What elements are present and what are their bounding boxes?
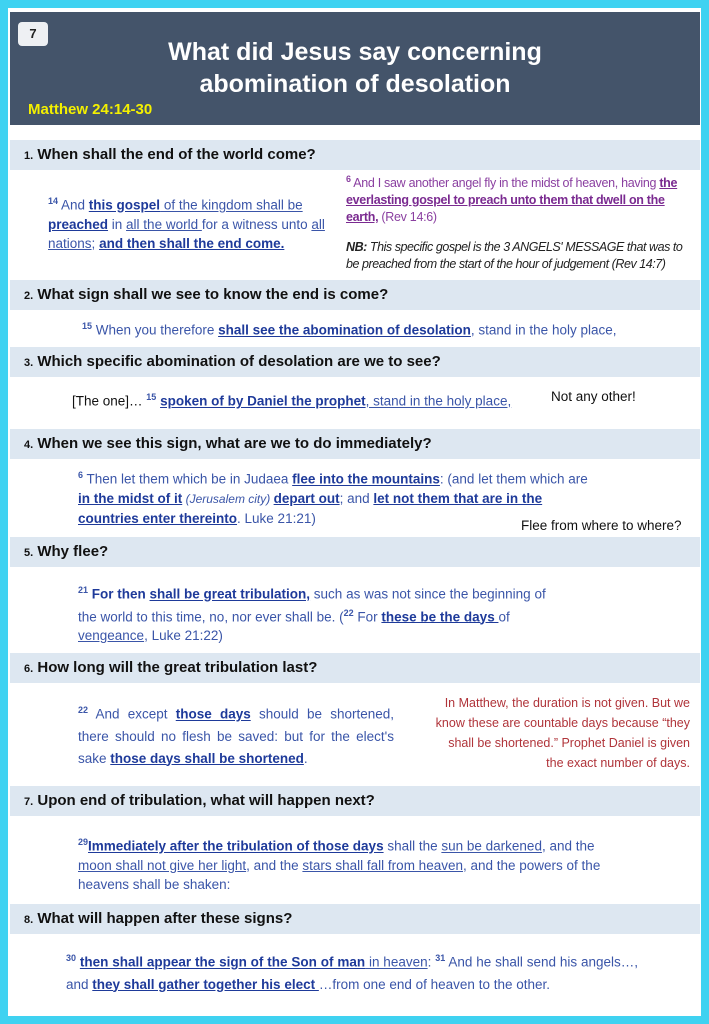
question-text: When shall the end of the world come? — [33, 146, 316, 163]
passage-segment: in the midst of it — [78, 490, 183, 506]
passage-segment: let not them that are in the countries enter thereinto — [78, 490, 543, 526]
passage-segment: those days — [175, 706, 251, 722]
question-4 — [10, 429, 700, 459]
passage-segment: all nations — [48, 216, 325, 251]
verse-number: 15 — [82, 321, 93, 331]
passage-segment: And I saw another angel fly in the midst of heaven, having — [350, 176, 660, 191]
scripture-reference: Matthew 24:14-30 — [28, 101, 153, 118]
passage-8 — [66, 947, 638, 996]
verse-number: 14 — [48, 196, 59, 206]
passage-segment: , stand in the holy place, — [470, 322, 617, 338]
passage-segment: this gospel — [88, 197, 161, 213]
passage-segment: of — [498, 609, 510, 624]
passage-segment: for a witness unto — [201, 216, 312, 232]
question-text: Upon end of tribulation, what will happen next? — [33, 792, 375, 809]
question-5 — [10, 537, 700, 567]
title-line-1: What did Jesus say concerning — [168, 38, 542, 66]
passage-segment: . — [303, 750, 308, 766]
passage-segment: vengeance — [78, 628, 145, 643]
slide-number-badge: 7 — [18, 22, 48, 46]
passage-segment: And — [58, 197, 89, 213]
passage-segment: ; — [91, 235, 100, 251]
passage-segment: they shall gather together his elect — [92, 976, 319, 992]
passage-segment: , and the — [541, 838, 595, 854]
question-number: 5. — [24, 547, 34, 559]
passage-segment: then shall appear the sign of the Son of man — [79, 954, 366, 970]
passage-segment: , stand in the holy place, — [365, 393, 512, 409]
verse-number: 22 — [78, 705, 89, 715]
passage-segment: stars shall fall from heaven — [302, 857, 463, 873]
question-number: 1. — [24, 150, 34, 162]
question-text: How long will the great tribulation last? — [33, 659, 318, 676]
passage-segment: , and the powers of the heavens shall be shaken: — [78, 857, 601, 892]
passage-segment: and then shall the end come. — [99, 235, 285, 251]
passage-segment: When you therefore — [92, 322, 219, 338]
passage-segment: ; and — [339, 490, 374, 506]
verse-number: 21 — [78, 585, 89, 595]
passage-segment: sun be darkened — [441, 838, 542, 854]
passage-3 — [72, 388, 542, 411]
passage-segment: should be shortened, there should no flesh be saved: but for the elect's sake — [78, 706, 394, 766]
passage-segment: , and the — [246, 857, 303, 873]
passage-segment: Then let them which be in Judaea — [83, 471, 293, 487]
passage-segment: such as was not since the beginning of the world to this time, no, nor ever shall be. ( — [78, 586, 546, 624]
verse-number: 22 — [343, 607, 354, 618]
verse-number: 6 — [346, 174, 351, 184]
nb-label: NB: — [346, 240, 367, 254]
question-text: When we see this sign, what are we to do immediately? — [33, 435, 432, 452]
passage-5 — [78, 581, 568, 645]
page-title — [10, 36, 700, 100]
question-2 — [10, 280, 700, 310]
question-text: Why flee? — [33, 543, 109, 560]
passage-7 — [78, 833, 628, 894]
verse-number: 15 — [146, 392, 157, 402]
passage-segment: [The one]… — [72, 393, 147, 409]
passage-segment: shall be great tribulation, — [149, 586, 311, 602]
passage-segment: : — [427, 954, 436, 970]
passage-segment: : (and let them which are — [439, 471, 588, 487]
passage-segment: of the kingdom shall be — [160, 197, 303, 213]
verse-number: 30 — [66, 953, 77, 963]
passage-6 — [78, 699, 394, 770]
passage-segment: the everlasting gospel to preach unto them that dwell on the earth, — [346, 176, 678, 225]
side-passage-rev-14-6 — [346, 171, 691, 226]
question-8 — [10, 904, 700, 934]
passage-segment: For then — [88, 586, 150, 602]
passage-segment: (Jerusalem city) — [182, 491, 274, 506]
passage-segment: …from one end of heaven to the other. — [318, 976, 550, 992]
passage-segment: preached — [48, 216, 109, 232]
passage-segment: For — [353, 609, 382, 624]
passage-segment: And except — [88, 706, 176, 722]
verse-number: 6 — [78, 470, 84, 480]
header-banner — [10, 12, 700, 125]
note-4: Flee from where to where? — [521, 518, 682, 533]
passage-segment: all the world — [126, 216, 202, 232]
question-text: What will happen after these signs? — [33, 910, 293, 927]
passage-2 — [82, 317, 682, 340]
question-number: 2. — [24, 290, 34, 302]
question-number: 8. — [24, 914, 34, 926]
passage-segment: , Luke 21:22) — [144, 628, 223, 643]
question-3 — [10, 347, 700, 377]
passage-1 — [48, 192, 333, 253]
passage-segment: shall the — [383, 838, 442, 854]
question-number: 3. — [24, 357, 34, 369]
question-1 — [10, 140, 700, 170]
question-number: 6. — [24, 663, 34, 675]
question-number: 7. — [24, 796, 34, 808]
passage-segment: (Rev 14:6) — [378, 210, 437, 225]
note-3: Not any other! — [551, 389, 636, 404]
passage-segment: moon shall not give her light — [78, 857, 247, 873]
passage-segment: shall see the abomination of desolation — [218, 322, 471, 338]
question-6 — [10, 653, 700, 683]
passage-segment: Immediately after the tribulation of those days — [88, 838, 384, 854]
passage-segment: flee into the mountains — [292, 471, 440, 487]
verse-number: 31 — [435, 953, 446, 963]
question-text: What sign shall we see to know the end is come? — [33, 286, 389, 303]
passage-segment: . Luke 21:21) — [237, 510, 316, 526]
verse-number: 29 — [78, 837, 89, 847]
passage-segment: in — [108, 216, 127, 232]
passage-segment: those days shall be shortened — [110, 750, 304, 766]
passage-segment: these be the days — [381, 609, 499, 624]
nb-note — [346, 239, 696, 273]
question-number: 4. — [24, 439, 34, 451]
question-text: Which specific abomination of desolation are we to see? — [33, 353, 441, 370]
passage-segment: depart out — [273, 490, 340, 506]
question-7 — [10, 786, 700, 816]
title-line-2: abomination of desolation — [199, 70, 511, 98]
passage-segment: in heaven — [365, 954, 428, 970]
passage-segment: And he shall send his angels…, and — [66, 954, 638, 992]
nb-text: This specific gospel is the 3 ANGELS' MESSAGE that was to be preached from the start of the hour of judgement (Rev 14:7) — [346, 240, 683, 271]
note-6: In Matthew, the duration is not given. But we know these are countable days because “they shall be shortened.” Prophet Daniel is given the exact number of days. — [435, 696, 690, 770]
passage-segment: spoken of by Daniel the prophet — [160, 393, 366, 409]
